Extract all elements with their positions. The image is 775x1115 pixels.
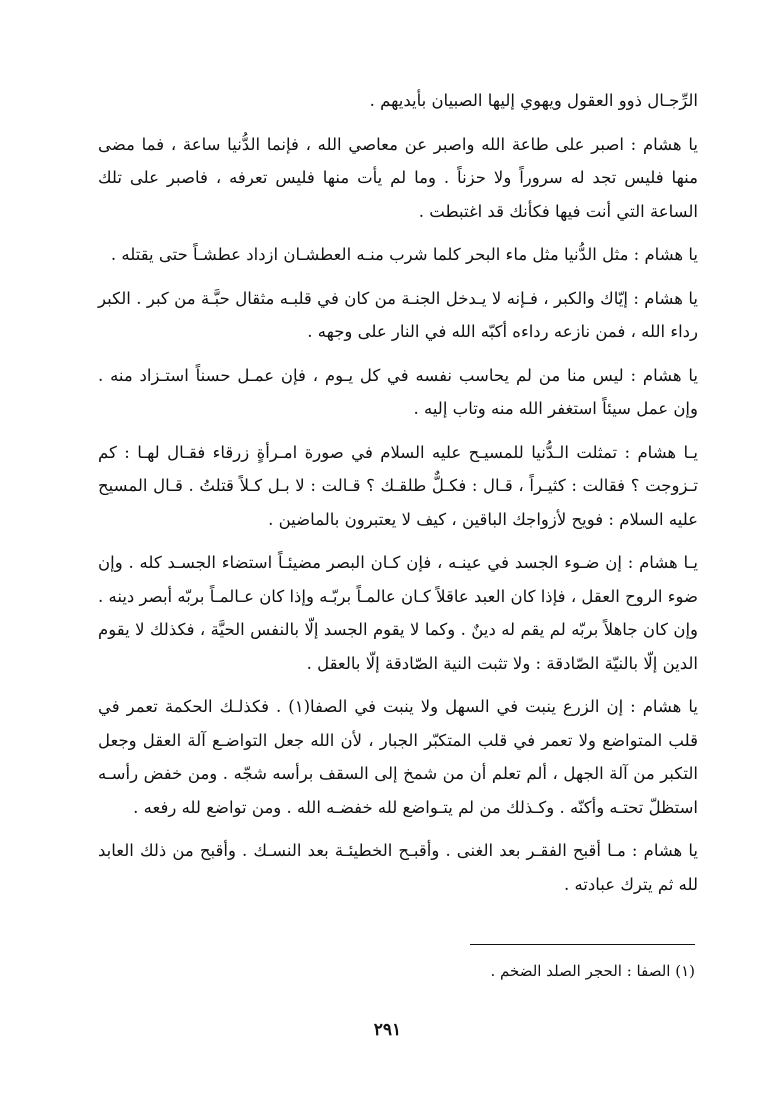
paragraph: يـا هشام : تمثلت الـدُّنيا للمسيـح عليه السلام في صورة امـرأةٍ زرقاء فقـال لهـا : كم تـزوجت ؟ فقالت : كثيـراً ، قـال : فكـلٌّ طلقـك ؟ قـالت : لا بـل كـلاً قتلتُ . قـال المسيح عليه السلام : فويح لأزواجك الباقين ، كيف لا يعتبرون بالماضين . <box>98 442 698 529</box>
paragraph: يا هشام : اصبر على طاعة الله واصبر عن معاصي الله ، فإنما الدُّنيا ساعة ، فما مضى منها فليس تجد له سروراً ولا حزناً . وما لم يأت منها فليس تعرفه ، فاصبر على تلك الساعة التي أنت فيها فكأنك قد اغتبطت . <box>98 134 698 221</box>
footnote: (١) الصفا : الحجر الصلد الضخم . <box>490 962 695 980</box>
footnote-divider <box>470 944 695 945</box>
paragraph: يا هشام : إن الزرع ينبت في السهل ولا ينبت في الصفا(١) . فكذلـك الحكمة تعمر في قلب المتواضع ولا تعمر في قلب المتكبّر الجبار ، لأن الله جعل التواضـع آلة العقل وجعل التكبر من آلة الجهل ، ألم تعلم أن من شمخ إلى السقف برأسه شجّه . ومن خفض رأسـه استظلّ تحتـه وأكنّه . وكـذلك من لم يتـواضع لله خفضـه الله . ومن تواضع لله رفعه . <box>98 697 699 817</box>
page-number: ٢٩١ <box>373 1020 402 1040</box>
body-text <box>98 84 698 911</box>
paragraph: يا هشام : ليس منا من لم يحاسب نفسه في كل يـوم ، فإن عمـل حسناً استـزاد منه . وإن عمل سيئاً استغفر الله منه وتاب إليه . <box>98 365 698 418</box>
paragraph: يا هشام : مـا أقبح الفقـر بعد الغنى . وأقبـح الخطيئـة بعد النسـك . وأقبح من ذلك العابد لله ثم يترك عبادته . <box>98 841 698 894</box>
paragraph: يا هشام : إيّاك والكبر ، فـإنه لا يـدخل الجنـة من كان في قلبـه مثقال حبَّـة من كبر . الكبر رداء الله ، فمن نازعه رداءه أكبّه الله في النار على وجهه . <box>98 288 698 341</box>
paragraph: الرِّجـال ذوو العقول ويهوي إليها الصبيان بأيديهم . <box>369 91 698 110</box>
paragraph: يا هشام : مثل الدُّنيا مثل ماء البحر كلما شرب منـه العطشـان ازداد عطشـاً حتى يقتله . <box>110 245 698 264</box>
paragraph: يـا هشام : إن ضـوء الجسد في عينـه ، فإن كـان البصر مضيئـاً استضاء الجسـد كله . وإن ضوء الروح العقل ، فإذا كان العبد عاقلاً كـان عالمـاً بربّـه وإذا كان عـالمـاً بربّه أبصر دينه . وإن كان جاهلاً بربّه لم يقم له دينٌ . وكما لا يقوم الجسد إلّا بالنفس الحيَّة ، فكذلك لا يقوم الدين إلّا بالنيّة الصّادقة : ولا تثبت النية الصّادقة إلّا بالعقل . <box>98 553 698 673</box>
